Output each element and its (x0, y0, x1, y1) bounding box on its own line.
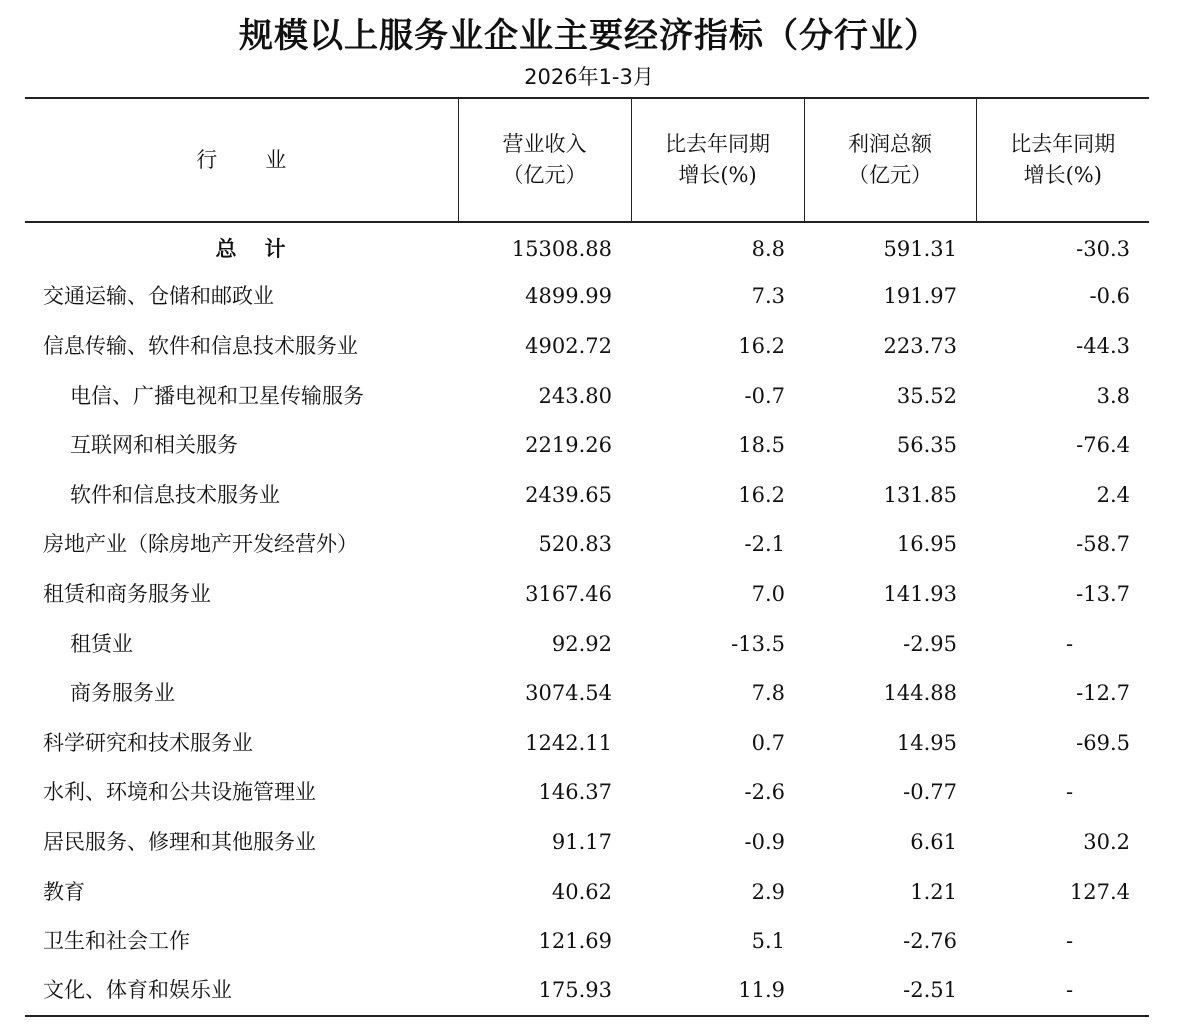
profit-cell: 191.97 (883, 284, 957, 309)
header-revenue-growth (631, 98, 804, 222)
revenue-cell: 146.37 (538, 780, 612, 805)
industry-name-cell: 教育 (43, 879, 85, 904)
industry-name-cell: 水利、环境和公共设施管理业 (43, 780, 316, 805)
revenue-cell: 2439.65 (525, 482, 612, 507)
table-row (25, 718, 1149, 768)
revenue-growth-cell: 8.8 (751, 237, 785, 262)
revenue-growth-cell: -2.1 (744, 532, 785, 557)
industry-name-cell: 卫生和社会工作 (43, 929, 190, 954)
profit-growth-cell: 30.2 (1083, 829, 1130, 854)
profit-growth-cell: -13.7 (1076, 581, 1130, 606)
industry-name-cell: 租赁业 (70, 631, 133, 656)
table-row (25, 420, 1149, 470)
table-row (25, 321, 1149, 371)
profit-cell: -0.77 (903, 780, 957, 805)
table-row (25, 668, 1149, 718)
profit-growth-cell: -30.3 (1076, 237, 1130, 262)
table-row (25, 470, 1149, 520)
revenue-growth-cell: 7.3 (751, 284, 785, 309)
profit-growth-cell: -0.6 (1089, 284, 1130, 309)
revenue-cell: 3074.54 (525, 681, 612, 706)
revenue-cell: 4899.99 (525, 284, 612, 309)
profit-cell: 14.95 (896, 730, 957, 755)
profit-growth-cell: -12.7 (1076, 681, 1130, 706)
table-row (25, 966, 1149, 1016)
industry-name-cell: 电信、广播电视和卫星传输服务 (70, 383, 364, 408)
header-revenue-line2: （亿元） (502, 163, 587, 187)
revenue-cell: 520.83 (538, 532, 612, 557)
profit-growth-cell: -58.7 (1076, 532, 1130, 557)
industry-name-cell: 租赁和商务服务业 (43, 581, 211, 606)
revenue-growth-cell: 16.2 (738, 482, 785, 507)
profit-cell: -2.51 (804, 966, 976, 1016)
page-title: 规模以上服务业企业主要经济指标（分行业） (239, 16, 939, 56)
profit-growth-cell: - (1065, 780, 1074, 805)
revenue-cell: 40.62 (551, 879, 612, 904)
profit-growth-cell: - (1065, 631, 1074, 656)
industry-name-cell: 互联网和相关服务 (70, 433, 238, 458)
revenue-growth-cell: 16.2 (738, 333, 785, 358)
header-revenue-growth-line1: 比去年同期 (665, 132, 770, 156)
profit-cell: 223.73 (883, 333, 957, 358)
profit-growth-cell: -69.5 (1076, 730, 1130, 755)
profit-cell: 591.31 (883, 237, 957, 262)
header-profit-growth-line2: 增长(%) (1023, 163, 1102, 187)
profit-cell: 6.61 (910, 829, 957, 854)
report-period: 2026年1-3月 (524, 65, 654, 89)
table-row (25, 520, 1149, 570)
industry-name-cell: 总计 (215, 236, 314, 262)
revenue-cell: 15308.88 (511, 237, 612, 262)
revenue-cell: 2219.26 (525, 433, 612, 458)
revenue-cell: 91.17 (551, 829, 612, 854)
revenue-cell: 121.69 (538, 929, 612, 954)
total-row (25, 222, 1149, 272)
table-row (25, 619, 1149, 669)
table-row (25, 371, 1149, 421)
table-header (25, 98, 1149, 222)
industry-name-cell: 科学研究和技术服务业 (43, 730, 253, 755)
industry-name-cell: 居民服务、修理和其他服务业 (43, 829, 316, 854)
header-profit-line2: （亿元） (848, 163, 932, 187)
profit-cell: -2.95 (903, 631, 957, 656)
revenue-growth-cell: 18.5 (738, 433, 785, 458)
revenue-growth-cell: 5.1 (751, 929, 785, 954)
table-row (25, 817, 1149, 867)
industry-name-cell: 文化、体育和娱乐业 (25, 966, 458, 1016)
industry-name-cell: 交通运输、仓储和邮政业 (43, 284, 274, 309)
industry-name-cell: 信息传输、软件和信息技术服务业 (43, 333, 358, 358)
revenue-growth-cell: -0.7 (744, 383, 785, 408)
table-body (25, 222, 1149, 1016)
revenue-growth-cell: -13.5 (731, 631, 785, 656)
table-row (25, 569, 1149, 619)
industry-name-cell: 房地产业（除房地产开发经营外） (43, 532, 358, 557)
header-industry-label: 行业 (196, 147, 335, 172)
header-revenue-line1: 营业收入 (502, 132, 587, 156)
header-revenue-growth-line2: 增长(%) (678, 163, 757, 187)
profit-cell: 16.95 (896, 532, 957, 557)
header-profit-growth-line1: 比去年同期 (1010, 132, 1116, 156)
header-profit (804, 98, 976, 222)
profit-cell: 35.52 (896, 383, 957, 408)
revenue-growth-cell: -0.9 (744, 829, 785, 854)
indicator-table-container (25, 97, 1149, 1017)
table-row (25, 867, 1149, 917)
profit-growth-cell: 2.4 (1096, 482, 1130, 507)
revenue-growth-cell: -2.6 (744, 780, 785, 805)
revenue-growth-cell: 2.9 (751, 879, 785, 904)
header-profit-line1: 利润总额 (848, 132, 932, 156)
profit-cell: 131.85 (883, 482, 957, 507)
profit-cell: 1.21 (910, 879, 957, 904)
profit-growth-cell: -76.4 (1076, 433, 1130, 458)
table-row (25, 272, 1149, 322)
revenue-cell: 175.93 (458, 966, 631, 1016)
profit-growth-cell: 127.4 (1069, 879, 1130, 904)
revenue-cell: 1242.11 (525, 730, 612, 755)
profit-cell: 144.88 (883, 681, 957, 706)
indicator-table (25, 97, 1149, 1017)
revenue-cell: 243.80 (538, 383, 612, 408)
revenue-growth-cell: 11.9 (631, 966, 804, 1016)
header-revenue (458, 98, 631, 222)
profit-cell: -2.76 (903, 929, 957, 954)
industry-name-cell: 软件和信息技术服务业 (70, 482, 280, 507)
revenue-cell: 3167.46 (525, 581, 612, 606)
header-industry (25, 98, 458, 222)
revenue-growth-cell: 7.0 (751, 581, 785, 606)
revenue-growth-cell: 0.7 (751, 730, 785, 755)
profit-growth-cell: 3.8 (1096, 383, 1130, 408)
revenue-cell: 92.92 (551, 631, 612, 656)
profit-growth-cell: - (1065, 929, 1074, 954)
revenue-cell: 4902.72 (525, 333, 612, 358)
industry-name-cell: 商务服务业 (70, 681, 175, 706)
profit-growth-cell: - (976, 966, 1149, 1016)
table-row (25, 768, 1149, 818)
header-profit-growth (976, 98, 1149, 222)
profit-cell: 56.35 (896, 433, 957, 458)
profit-growth-cell: -44.3 (1076, 333, 1130, 358)
table-row (25, 916, 1149, 966)
header-row (25, 98, 1149, 222)
revenue-growth-cell: 7.8 (751, 681, 785, 706)
profit-cell: 141.93 (883, 581, 957, 606)
